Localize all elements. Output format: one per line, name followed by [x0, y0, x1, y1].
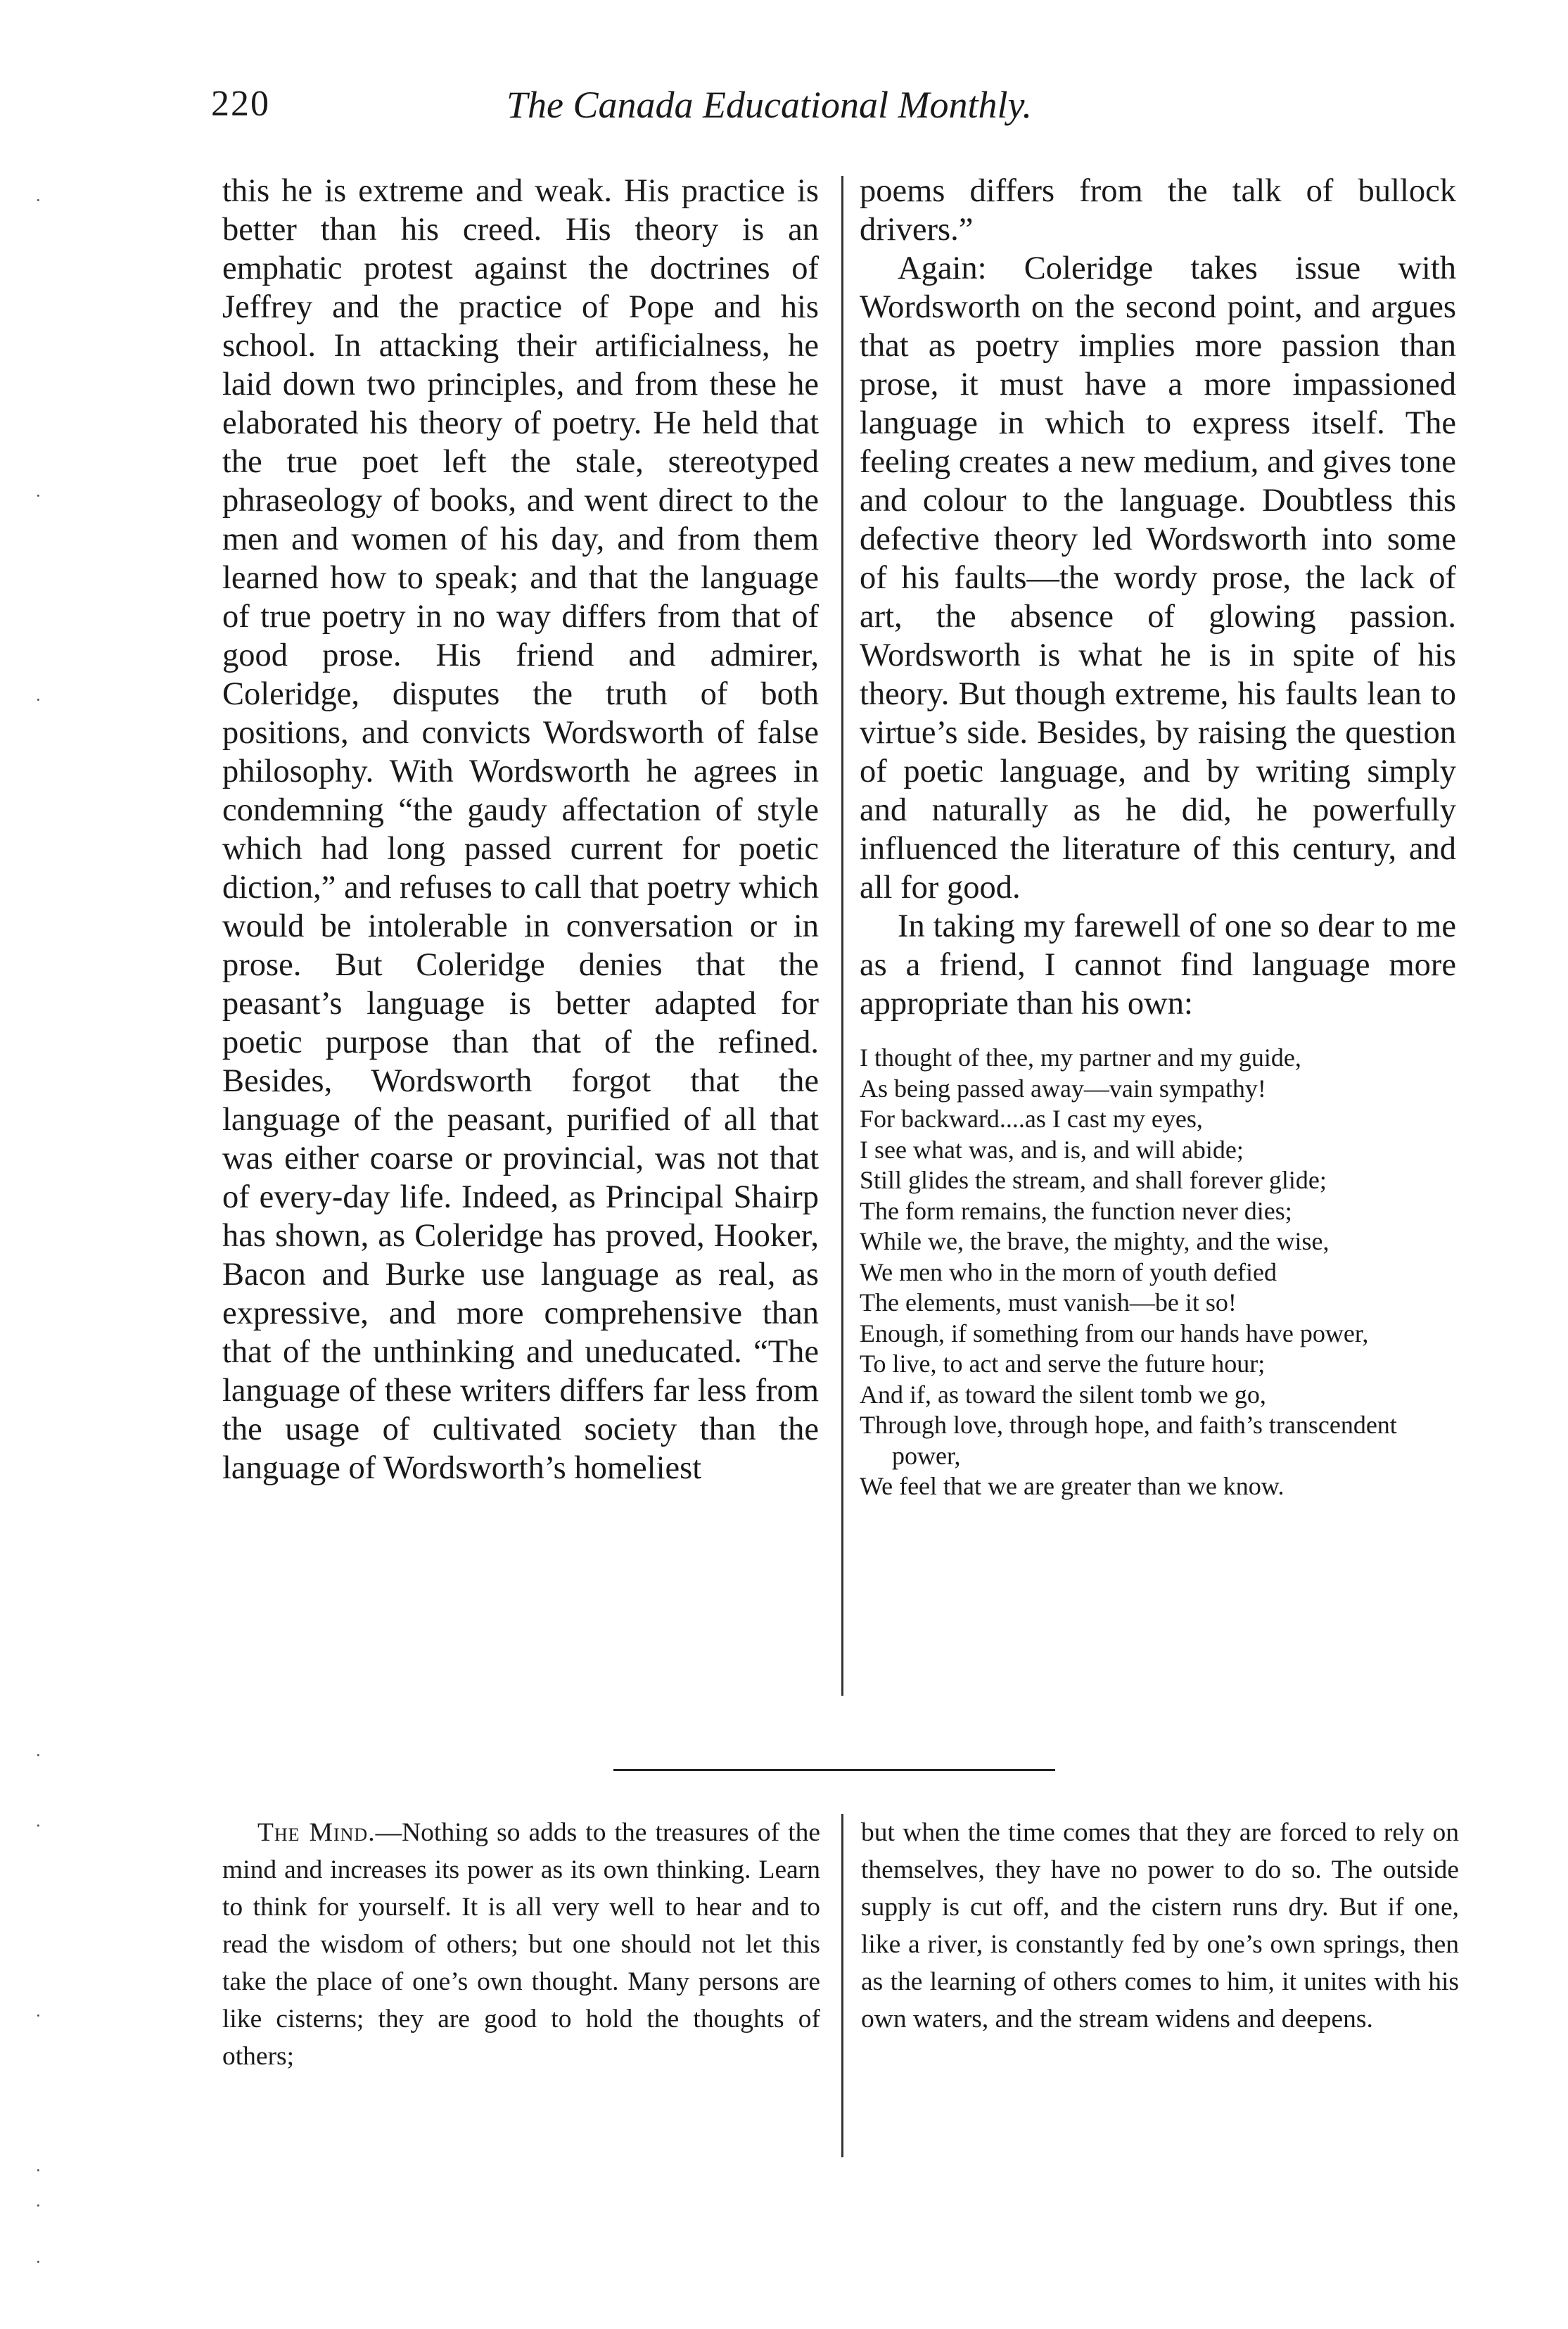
note-left-column — [222, 1814, 820, 2075]
section-separator — [613, 1769, 1055, 1771]
poem-line: I see what was, and is, and will abide; — [860, 1135, 1244, 1164]
column-divider-top — [841, 176, 843, 1696]
note-text-right: but when the time comes that they are forced to rely on themselves, they have no power to do so. The outside supply is cut off, and the cistern runs dry. But if one, like a river, is constantly fed by one’s own springs, then as the learning of others comes to him, it unites with his own waters, and the stream widens and deepens. — [861, 1818, 1459, 2033]
poem-line: The form remains, the function never dies; — [860, 1196, 1292, 1225]
page-header — [211, 83, 1407, 139]
poem-line: As being passed away—vain sympathy! — [860, 1074, 1266, 1103]
article-left-column — [222, 172, 819, 1487]
poem-line: Through love, through hope, and faith’s transcendent power, — [860, 1411, 1397, 1470]
page-number: 220 — [211, 84, 270, 124]
poem-line: We feel that we are greater than we know. — [860, 1472, 1285, 1500]
poem-line: To live, to act and serve the future hour; — [860, 1350, 1266, 1378]
poem-line: And if, as toward the silent tomb we go, — [860, 1380, 1266, 1409]
note-right-column — [861, 1814, 1459, 2038]
article-paragraph: poems differs from the talk of bullock drivers.” — [860, 173, 1456, 248]
poem-quotation — [860, 1043, 1456, 1502]
margin-scan-marks: · · · · · · · · · — [35, 190, 42, 2272]
column-divider-bottom — [841, 1814, 843, 2157]
article-paragraph: In taking my farewell of one so dear to me as a friend, I cannot find language more appropriate than his own: — [860, 908, 1456, 1022]
running-title: The Canada Educational Monthly. — [506, 84, 1032, 126]
poem-line: For backward....as I cast my eyes, — [860, 1105, 1203, 1133]
article-paragraph: Again: Coleridge takes issue with Wordsworth on the second point, and argues that as poetry implies more passion than prose, it must have a more impassioned language in which to express itself. The feeling creates a new medium, and gives tone and colour to the language. Doubtless this defective theory led Wordsworth into some of his faults—the wordy prose, the lack of art, the absence of glowing passion. Wordsworth is what he is in spite of his theory. But though extreme, his faults lean to virtue’s side. Besides, by raising the question of poetic language, and by writing simply and naturally as he did, he powerfully influenced the literature of this century, and all for good. — [860, 250, 1456, 906]
note-heading: The Mind. — [257, 1818, 376, 1847]
poem-line: We men who in the morn of youth defied — [860, 1257, 1277, 1286]
article-right-column — [860, 172, 1456, 1502]
poem-line: Still glides the stream, and shall forever glide; — [860, 1166, 1327, 1194]
note-paragraph — [222, 1814, 820, 2075]
poem-line: I thought of thee, my partner and my guide, — [860, 1043, 1301, 1072]
poem-line: Enough, if something from our hands have power, — [860, 1319, 1369, 1347]
article-paragraph: this he is extreme and weak. His practice is better than his creed. His theory is an emphatic protest against the doctrines of Jeffrey and the practice of Pope and his school. In attacking their artificialness, he laid down two principles, and from these he elaborated his theory of poetry. He held that the true poet left the stale, stereotyped phraseology of books, and went direct to the men and women of his day, and from them learned how to speak; and that the language of true poetry in no way differs from that of good prose. His friend and admirer, Coleridge, disputes the truth of both positions, and convicts Wordsworth of false philosophy. With Wordsworth he agrees in condemning “the gaudy affectation of style which had long passed current for poetic diction,” and refuses to call that poetry which would be intolerable in conversation or in prose. But Coleridge denies that the peasant’s language is better adapted for poetic purpose than that of the refined. Besides, Wordsworth forgot that the language of the peasant, purified of all that was either coarse or provincial, was not that of every-day life. Indeed, as Principal Shairp has shown, as Coleridge has proved, Hooker, Bacon and Burke use language as real, as expressive, and more comprehensive than that of the unthinking and uneducated. “The language of these writers differs far less from the usage of cultivated society than the language of Wordsworth’s homeliest — [222, 173, 819, 1486]
poem-line: The elements, must vanish—be it so! — [860, 1288, 1237, 1316]
poem-line: While we, the brave, the mighty, and the wise, — [860, 1227, 1330, 1255]
note-text-left: —Nothing so adds to the treasures of the mind and increases its power as its own thinking. Learn to think for yourself. It is all very well to hear and to read the wisdom of others; but one should not let this take the place of one’s own thought. Many persons are like cisterns; they are good to hold the thoughts of others; — [222, 1818, 820, 2071]
